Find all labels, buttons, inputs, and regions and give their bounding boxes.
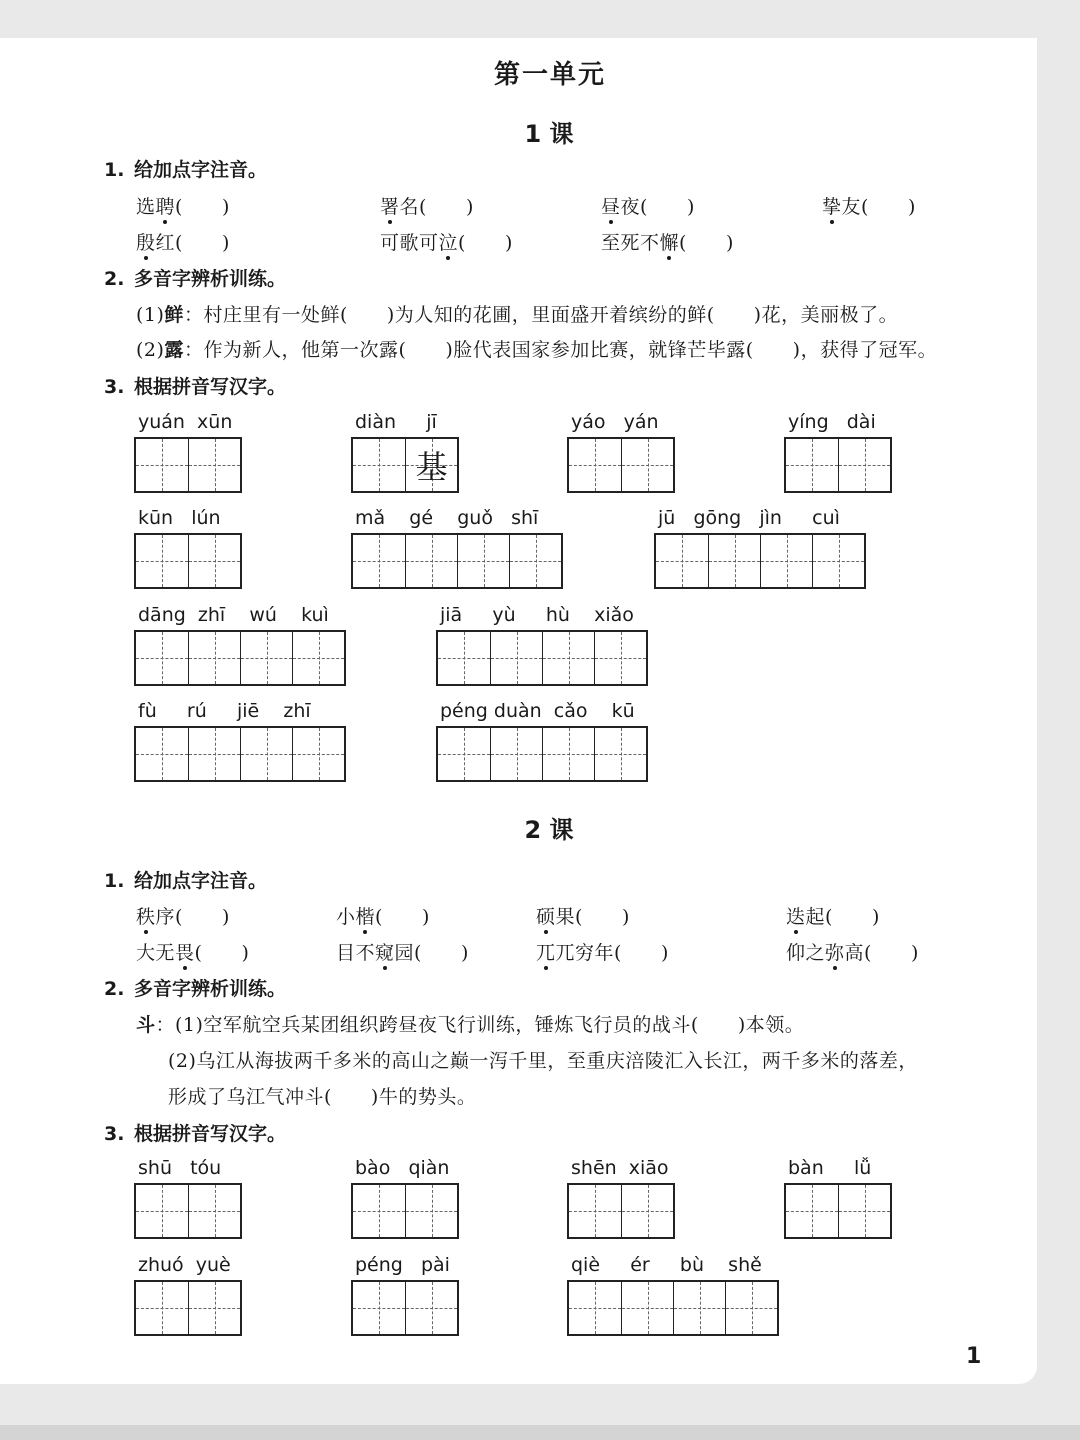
tianzige-cell[interactable] xyxy=(490,728,542,780)
dotted-char: 聘 xyxy=(156,192,176,219)
dotted-char: 挚 xyxy=(822,192,842,219)
writing-grid xyxy=(134,1183,242,1239)
tianzige-cell[interactable] xyxy=(569,439,621,491)
pinyin-label: péng duàn cǎo kū xyxy=(440,700,635,722)
tianzige-cell[interactable] xyxy=(188,439,240,491)
tianzige-cell[interactable] xyxy=(569,1185,621,1237)
tianzige-cell[interactable] xyxy=(405,1282,457,1334)
pinyin-label: jū gōng jìn cuì xyxy=(658,507,840,529)
writing-grid xyxy=(567,437,675,493)
item-text: 小 xyxy=(336,906,356,928)
tianzige-cell[interactable] xyxy=(353,439,405,491)
tianzige-cell[interactable] xyxy=(656,535,708,587)
tianzige-cell[interactable] xyxy=(594,632,646,684)
tianzige-cell[interactable] xyxy=(542,728,594,780)
tianzige-cell[interactable] xyxy=(760,535,812,587)
lesson-2-q2-line-1 xyxy=(136,1010,804,1037)
tianzige-cell[interactable] xyxy=(353,1282,405,1334)
lesson-2-q2-heading xyxy=(104,974,286,1001)
answer-blank[interactable]: ( ) xyxy=(175,232,230,254)
item-text: 目不 xyxy=(336,942,376,964)
tianzige-cell[interactable] xyxy=(405,439,457,491)
pinyin-word xyxy=(351,1157,459,1239)
pinyin-word xyxy=(134,1254,242,1336)
dotted-char: 署 xyxy=(380,192,400,219)
question-text: 多音字辨析训练。 xyxy=(134,978,287,1000)
pinyin-word xyxy=(134,700,346,782)
line-text: ：(1)空军航空兵某团组织跨昼夜飞行训练，锤炼飞行员的战斗( )本领。 xyxy=(155,1014,805,1036)
question-text: 给加点字注音。 xyxy=(134,870,268,892)
pinyin-word xyxy=(784,411,892,493)
polyphone-char: 露 xyxy=(164,339,184,361)
item-text: 仰之 xyxy=(786,942,826,964)
writing-grid xyxy=(351,533,563,589)
tianzige-cell[interactable] xyxy=(292,632,344,684)
dotted-char: 迭 xyxy=(786,902,806,929)
item-text: 红 xyxy=(155,232,176,254)
item-text: 夜 xyxy=(620,196,641,218)
pinyin-label: mǎ gé guǒ shī xyxy=(355,507,539,529)
tianzige-cell[interactable] xyxy=(353,535,405,587)
line-label: (1) xyxy=(136,304,165,326)
item-text: 序 xyxy=(155,906,176,928)
pinyin-label: qiè ér bù shě xyxy=(571,1254,762,1276)
pinyin-word xyxy=(436,700,648,782)
writing-grid xyxy=(351,1280,459,1336)
answer-blank[interactable]: ( ) xyxy=(825,906,880,928)
question-text: 多音字辨析训练。 xyxy=(134,268,287,290)
pinyin-label: shēn xiāo xyxy=(571,1157,669,1179)
tianzige-cell[interactable] xyxy=(136,535,188,587)
item-text: 高 xyxy=(844,942,865,964)
phonetic-item xyxy=(822,192,916,219)
tianzige-cell[interactable] xyxy=(457,535,509,587)
pinyin-label: zhuó yuè xyxy=(138,1254,231,1276)
dotted-char: 昼 xyxy=(601,192,621,219)
writing-grid xyxy=(784,437,892,493)
pinyin-label: kūn lún xyxy=(138,507,221,529)
pinyin-word xyxy=(351,507,563,589)
tianzige-cell[interactable] xyxy=(812,535,864,587)
tianzige-cell[interactable] xyxy=(240,728,292,780)
question-number: 2. xyxy=(104,268,125,290)
question-number: 3. xyxy=(104,1123,125,1145)
answer-blank[interactable]: ( ) xyxy=(414,942,469,964)
pinyin-label: dāng zhī wú kuì xyxy=(138,604,329,626)
answer-blank[interactable]: ( ) xyxy=(614,942,669,964)
pinyin-label: shū tóu xyxy=(138,1157,222,1179)
answer-blank[interactable]: ( ) xyxy=(864,942,919,964)
lesson-1-q2-line-1 xyxy=(136,300,898,327)
pinyin-label: diàn jī xyxy=(355,411,437,433)
tianzige-cell[interactable] xyxy=(490,632,542,684)
writing-grid xyxy=(567,1280,779,1336)
dotted-char: 泣 xyxy=(439,228,459,255)
pinyin-word xyxy=(351,411,459,493)
phonetic-item xyxy=(136,228,230,255)
dotted-char: 兀 xyxy=(536,938,556,965)
writing-grid xyxy=(351,1183,459,1239)
tianzige-cell[interactable] xyxy=(240,632,292,684)
phonetic-item xyxy=(336,902,430,929)
dotted-char: 楷 xyxy=(356,902,376,929)
pinyin-label: yuán xūn xyxy=(138,411,233,433)
answer-blank[interactable]: ( ) xyxy=(375,906,430,928)
answer-blank[interactable]: ( ) xyxy=(679,232,734,254)
question-text: 根据拼音写汉字。 xyxy=(134,376,287,398)
writing-grid xyxy=(654,533,866,589)
phonetic-item xyxy=(380,192,474,219)
answer-blank[interactable]: ( ) xyxy=(575,906,630,928)
pinyin-word xyxy=(134,604,346,686)
answer-blank[interactable]: ( ) xyxy=(640,196,695,218)
tianzige-cell[interactable] xyxy=(673,1282,725,1334)
phonetic-item xyxy=(136,938,249,965)
answer-blank[interactable]: ( ) xyxy=(419,196,474,218)
item-text: 果 xyxy=(555,906,576,928)
tianzige-cell[interactable] xyxy=(188,535,240,587)
dotted-char: 弥 xyxy=(825,938,845,965)
tianzige-cell[interactable] xyxy=(786,1185,838,1237)
tianzige-cell[interactable] xyxy=(188,1282,240,1334)
tianzige-cell[interactable] xyxy=(405,1185,457,1237)
polyphone-char: 鲜 xyxy=(164,304,184,326)
writing-grid xyxy=(134,630,346,686)
question-number: 2. xyxy=(104,978,125,1000)
pinyin-word xyxy=(784,1157,892,1239)
item-text: 大无 xyxy=(136,942,176,964)
dotted-char: 硕 xyxy=(536,902,556,929)
item-text: 友 xyxy=(841,196,862,218)
tianzige-cell[interactable] xyxy=(708,535,760,587)
dotted-char: 懈 xyxy=(660,228,680,255)
tianzige-cell[interactable] xyxy=(838,1185,890,1237)
dotted-char: 窥 xyxy=(375,938,395,965)
tianzige-cell[interactable] xyxy=(136,1185,188,1237)
line-text: ：作为新人，他第一次露( )脸代表国家参加比赛，就锋芒毕露( )，获得了冠军。 xyxy=(183,339,938,361)
writing-grid xyxy=(134,726,346,782)
tianzige-cell[interactable] xyxy=(188,1185,240,1237)
phonetic-item xyxy=(601,192,695,219)
tianzige-cell[interactable] xyxy=(136,632,188,684)
line-label: (2) xyxy=(136,339,165,361)
writing-grid xyxy=(351,437,459,493)
lesson-2-q3-heading xyxy=(104,1119,286,1146)
lesson-1-title: 1 课 xyxy=(524,120,574,148)
writing-grid xyxy=(134,533,242,589)
cell-char: 基 xyxy=(415,448,448,486)
tianzige-cell[interactable] xyxy=(725,1282,777,1334)
tianzige-cell[interactable] xyxy=(353,1185,405,1237)
question-number: 1. xyxy=(104,870,125,892)
pinyin-label: yíng dài xyxy=(788,411,876,433)
tianzige-cell[interactable] xyxy=(188,632,240,684)
tianzige-cell[interactable] xyxy=(136,1282,188,1334)
tianzige-cell[interactable] xyxy=(621,1282,673,1334)
unit-title: 第一单元 xyxy=(493,60,606,90)
answer-blank[interactable]: ( ) xyxy=(458,232,513,254)
pinyin-word xyxy=(654,507,866,589)
pinyin-word xyxy=(351,1254,459,1336)
phonetic-item xyxy=(786,938,919,965)
writing-grid xyxy=(436,630,648,686)
item-text: 至死不 xyxy=(601,232,660,254)
tianzige-cell[interactable] xyxy=(438,632,490,684)
pinyin-label: jiā yù hù xiǎo xyxy=(440,604,634,626)
lesson-1-q1-heading xyxy=(104,155,267,182)
pinyin-word xyxy=(134,411,242,493)
answer-blank[interactable]: ( ) xyxy=(175,196,230,218)
tianzige-cell[interactable] xyxy=(621,1185,673,1237)
pinyin-label: bàn lǚ xyxy=(788,1157,872,1179)
phonetic-item xyxy=(601,228,734,255)
pinyin-word xyxy=(436,604,648,686)
pinyin-word xyxy=(134,1157,242,1239)
answer-blank[interactable]: ( ) xyxy=(861,196,916,218)
tianzige-cell[interactable] xyxy=(621,439,673,491)
phonetic-item xyxy=(136,902,230,929)
lesson-2-q2-line-2: (2)乌江从海拔两千多米的高山之巅一泻千里，至重庆涪陵汇入长江，两千多米的落差， xyxy=(168,1050,918,1072)
phonetic-item xyxy=(336,938,469,965)
pinyin-label: yáo yán xyxy=(571,411,659,433)
pinyin-label: bào qiàn xyxy=(355,1157,450,1179)
tianzige-cell[interactable] xyxy=(405,535,457,587)
page-bottom-strip xyxy=(0,1425,1080,1440)
tianzige-cell[interactable] xyxy=(188,728,240,780)
pinyin-label: fù rú jiē zhī xyxy=(138,700,311,722)
lesson-2-title: 2 课 xyxy=(524,816,574,844)
writing-grid xyxy=(134,437,242,493)
tianzige-cell[interactable] xyxy=(569,1282,621,1334)
answer-blank[interactable]: ( ) xyxy=(194,942,250,964)
page-number: 1 xyxy=(966,1344,982,1369)
phonetic-item xyxy=(536,902,630,929)
question-number: 3. xyxy=(104,376,125,398)
pinyin-word xyxy=(567,1157,675,1239)
pinyin-label: péng pài xyxy=(355,1254,450,1276)
writing-grid xyxy=(784,1183,892,1239)
dotted-char: 殷 xyxy=(136,228,156,255)
item-text: 起 xyxy=(805,906,826,928)
tianzige-cell[interactable] xyxy=(438,728,490,780)
lesson-1-q2-line-2 xyxy=(136,335,937,362)
pinyin-word xyxy=(567,411,675,493)
item-text: 可歌可 xyxy=(380,232,439,254)
line-text: ：村庄里有一处鲜( )为人知的花圃，里面盛开着缤纷的鲜( )花，美丽极了。 xyxy=(183,304,899,326)
tianzige-cell[interactable] xyxy=(594,728,646,780)
tianzige-cell[interactable] xyxy=(542,632,594,684)
phonetic-item xyxy=(136,192,230,219)
tianzige-cell[interactable] xyxy=(838,439,890,491)
question-text: 根据拼音写汉字。 xyxy=(134,1123,287,1145)
lesson-1-q2-heading xyxy=(104,264,286,291)
polyphone-char: 斗 xyxy=(136,1014,156,1036)
writing-grid xyxy=(436,726,648,782)
lesson-1-q3-heading xyxy=(104,372,286,399)
answer-blank[interactable]: ( ) xyxy=(175,906,230,928)
item-text: 名 xyxy=(399,196,420,218)
tianzige-cell[interactable] xyxy=(136,439,188,491)
question-text: 给加点字注音。 xyxy=(134,159,268,181)
tianzige-cell[interactable] xyxy=(509,535,561,587)
lesson-2-q1-heading xyxy=(104,866,267,893)
pinyin-word xyxy=(567,1254,779,1336)
item-text: 兀穷年 xyxy=(555,942,615,964)
dotted-char: 秩 xyxy=(136,902,156,929)
question-number: 1. xyxy=(104,159,125,181)
writing-grid xyxy=(567,1183,675,1239)
phonetic-item xyxy=(380,228,513,255)
writing-grid xyxy=(134,1280,242,1336)
tianzige-cell[interactable] xyxy=(136,728,188,780)
lesson-2-q2-line-3: 形成了乌江气冲斗( )牛的势头。 xyxy=(168,1086,477,1108)
pinyin-word xyxy=(134,507,242,589)
item-text: 园 xyxy=(394,942,415,964)
tianzige-cell[interactable] xyxy=(786,439,838,491)
dotted-char: 畏 xyxy=(175,938,195,965)
tianzige-cell[interactable] xyxy=(292,728,344,780)
item-text: 选 xyxy=(136,196,156,218)
phonetic-item xyxy=(786,902,880,929)
phonetic-item xyxy=(536,938,669,965)
